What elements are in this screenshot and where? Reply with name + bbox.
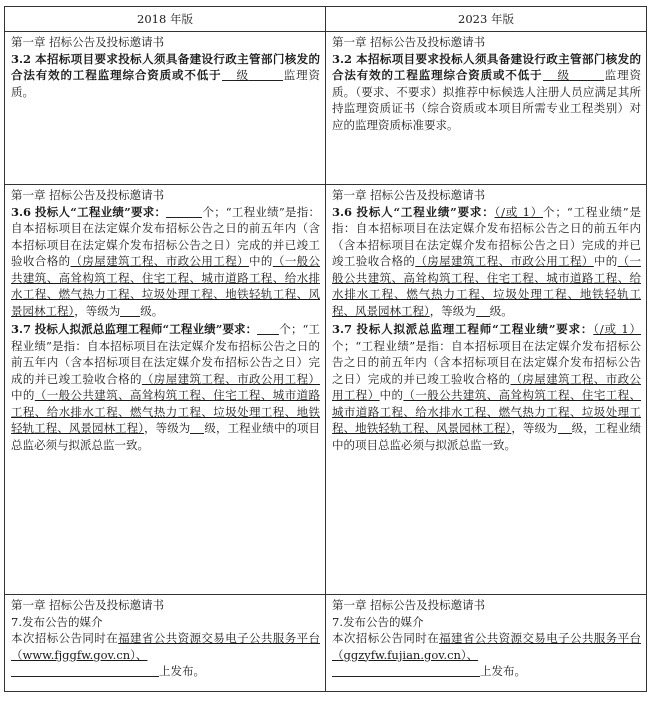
project-type: （房屋建筑工程、市政公用工程） bbox=[141, 371, 321, 386]
clause-text: 投标人拟派总监理工程师“工程业绩”要求： bbox=[356, 322, 594, 336]
project-category: （一般公共建筑、高耸构筑工程、住宅工程、城市道路工程、给水排水工程、燃气热力工程、垃圾处理工程、地铁轻轨工程、风景园林工程） bbox=[11, 254, 321, 318]
clause-text: 投标人拟派总监理工程师“工程业绩”要求： bbox=[34, 322, 258, 336]
media-platform: 福建省公共资源交易电子公共服务平台（ggzyfw.fujian.gov.cn）、 bbox=[332, 631, 642, 662]
cell-2018-section-3-6-3-7 bbox=[5, 185, 326, 595]
cell-2023-section-3-6-3-7 bbox=[326, 185, 647, 595]
clause-text: 级。 bbox=[140, 303, 164, 318]
header-row bbox=[5, 7, 647, 32]
cell-2023-section-3-2 bbox=[326, 32, 647, 185]
project-type: （房屋建筑工程、市政公用工程） bbox=[332, 371, 641, 402]
clause-text: 中的 bbox=[249, 254, 273, 268]
clause-number: 3.6 bbox=[11, 204, 32, 219]
level-blank bbox=[558, 421, 572, 434]
count-blank bbox=[166, 205, 202, 218]
clause-number: 3.2 bbox=[11, 51, 32, 66]
clause-text: 监理资质。（要求、不要求）拟推荐中标候选人注册人员应满足其所持监理资质证书（综合资质或本项目所需专业工程类别）对应的监理资质标准要求。 bbox=[332, 68, 642, 132]
chapter-title: 第一章 招标公告及投标邀请书 bbox=[332, 188, 486, 202]
project-category: （一般公共建筑、高耸构筑工程、住宅工程、城市道路工程、给水排水工程、燃气热力工程、垃圾处理工程、地铁轻轨工程、风景园林工程） bbox=[11, 388, 321, 435]
clause-text: 本次招标公告同时在 bbox=[332, 631, 440, 645]
cell-2018-section-7 bbox=[5, 595, 326, 692]
project-type: （房屋建筑工程、市政公用工程） bbox=[415, 254, 594, 268]
clause-text: ，等级为 bbox=[511, 421, 558, 435]
clause-text: 级，工程业绩中的项目总监必须与拟派总监一致。 bbox=[11, 421, 321, 452]
clause-text: 上发布。 bbox=[159, 664, 205, 678]
count-blank bbox=[257, 322, 279, 335]
clause-text: 投标人“工程业绩”要求： bbox=[356, 204, 495, 219]
clause-text: ，等级为 bbox=[74, 303, 121, 318]
chapter-title: 第一章 招标公告及投标邀请书 bbox=[11, 35, 165, 49]
cell-2018-section-3-2 bbox=[5, 32, 326, 185]
clause-number: 3.6 bbox=[332, 204, 353, 219]
project-type: （房屋建筑工程、市政公用工程） bbox=[70, 254, 249, 268]
project-category: （一般公共建筑、高耸构筑工程、住宅工程、城市道路工程、给水排水工程、燃气热力工程、垃圾处理工程、地铁轻轨工程、风景园林工程） bbox=[332, 254, 642, 318]
clause-text: 级。 bbox=[489, 303, 513, 318]
clause-text: 个；“工程业绩”是指：自本招标项目在法定媒介发布招标公告之日的前五年内（含本招标项目在法定媒介发布招标公告之日）完成的并已竣工验收合格的 bbox=[332, 338, 641, 386]
blank-line bbox=[222, 68, 236, 81]
count-fill: （/或 1） bbox=[593, 322, 641, 336]
clause-text: 本次招标公告同时在 bbox=[11, 631, 119, 645]
clause-number: 3.7 bbox=[332, 322, 353, 336]
clause-text: 本招标项目要求投标人须具备建设行政主管部门核发的合法有效的工程监理综合资质或不低于 bbox=[332, 51, 641, 82]
section-title: 7.发布公告的媒介 bbox=[11, 614, 103, 629]
clause-number: 3.7 bbox=[11, 322, 32, 336]
clause-text: 本招标项目要求投标人须具备建设行政主管部门核发的合法有效的工程监理综合资质或不低于 bbox=[11, 51, 320, 82]
comparison-table bbox=[4, 6, 647, 692]
level-blank bbox=[190, 421, 204, 434]
clause-text: 个；“工程业绩”是指：自本招标项目在法定媒介发布招标公告之日的前五年内（含本招标项目在法定媒介发布招标公告之日）完成的并已竣工验收合格的 bbox=[11, 322, 320, 386]
clause-number: 3.2 bbox=[332, 51, 353, 66]
blank-line bbox=[249, 68, 283, 81]
table-row bbox=[5, 185, 647, 595]
clause-text: 投标人“工程业绩”要求： bbox=[34, 204, 167, 219]
clause-text: 监理资质。 bbox=[11, 68, 321, 99]
media-platform: 福建省公共资源交易电子公共服务平台（www.fjggfw.gov.cn）、 bbox=[11, 631, 321, 662]
level-blank bbox=[120, 304, 140, 317]
clause-text: 个；“工程业绩”是指：自本招标项目在法定媒介发布招标公告之日的前五年内（含本招标项目在法定媒介发布招标公告之日）完成的并已竣工验收合格的 bbox=[332, 204, 642, 268]
clause-text: 个；“工程业绩”是指：自本招标项目在法定媒介发布招标公告之日的前五年内（含本招标项目在法定媒介发布招标公告之日）完成的并已竣工验收合格的 bbox=[11, 204, 321, 268]
clause-text: 中的 bbox=[593, 254, 618, 268]
cell-2023-section-7 bbox=[326, 595, 647, 692]
clause-text: ，等级为 bbox=[429, 303, 476, 318]
count-fill: （/或 1） bbox=[494, 204, 544, 219]
level-blank bbox=[476, 304, 490, 317]
chapter-title: 第一章 招标公告及投标邀请书 bbox=[332, 35, 486, 49]
section-title: 7.发布公告的媒介 bbox=[332, 614, 424, 629]
chapter-title: 第一章 招标公告及投标邀请书 bbox=[332, 598, 486, 612]
qualification-level: 级 bbox=[235, 68, 249, 82]
media-blank bbox=[332, 664, 480, 677]
clause-text: 中的 bbox=[379, 388, 404, 402]
clause-text: 级，工程业绩中的项目总监必须与拟派总监一致。 bbox=[332, 421, 642, 452]
chapter-title: 第一章 招标公告及投标邀请书 bbox=[11, 598, 165, 612]
media-blank bbox=[11, 664, 159, 677]
table-row bbox=[5, 32, 647, 185]
header-2018: 2018 年版 bbox=[5, 7, 326, 32]
project-category: （一般公共建筑、高耸构筑工程、住宅工程、城市道路工程、给水排水工程、燃气热力工程、垃圾处理工程、地铁轻轨工程、风景园林工程） bbox=[332, 388, 642, 435]
header-2023: 2023 年版 bbox=[326, 7, 647, 32]
clause-text: 上发布。 bbox=[480, 664, 526, 678]
clause-text: ，等级为 bbox=[144, 421, 191, 435]
qualification-level: 级 bbox=[556, 68, 570, 82]
blank-line bbox=[543, 68, 557, 81]
chapter-title: 第一章 招标公告及投标邀请书 bbox=[11, 188, 165, 202]
table-row bbox=[5, 595, 647, 692]
blank-line bbox=[570, 68, 604, 81]
clause-text: 中的 bbox=[11, 388, 35, 402]
